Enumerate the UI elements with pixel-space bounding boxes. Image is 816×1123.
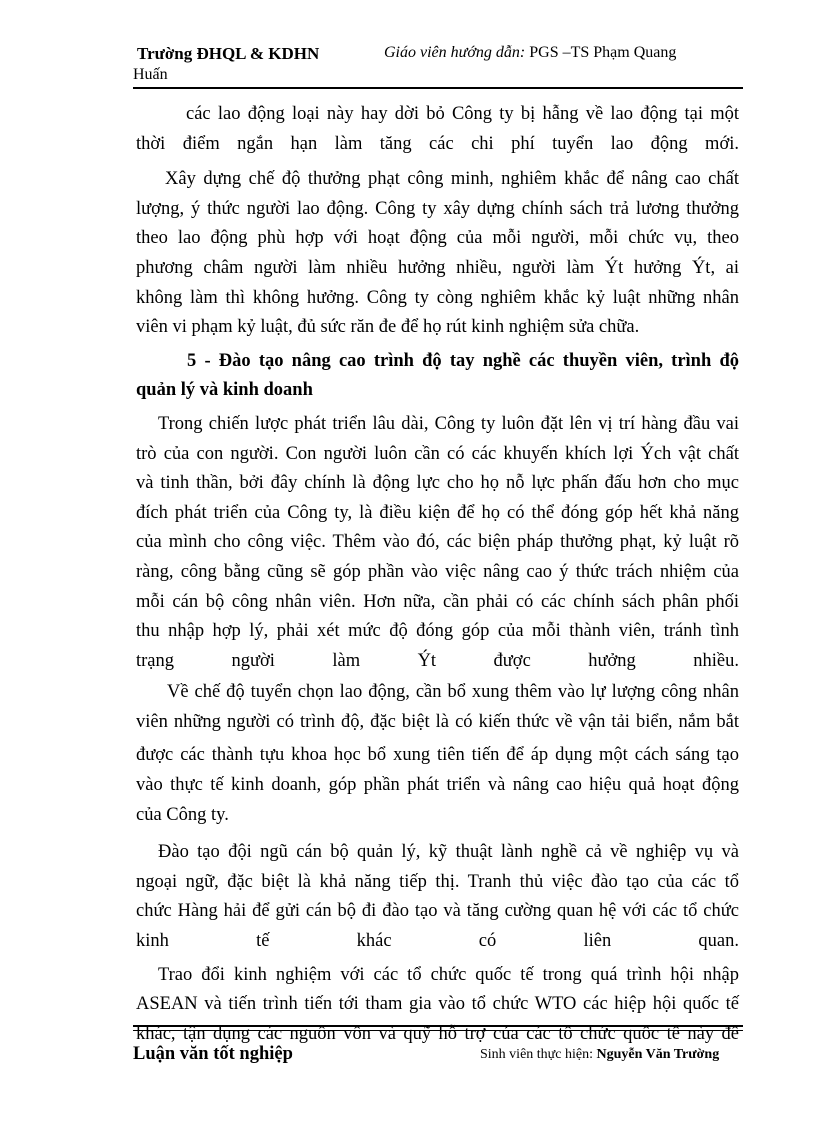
advisor-name: PGS –TS Phạm Quang xyxy=(529,44,677,61)
text-line: trạng người làm Ýt được hưởng nhiều. xyxy=(136,650,739,671)
text-line: không làm thì không hưởng. Công ty còng nghiêm khắc kỷ luật những nhân xyxy=(136,287,739,308)
paragraph xyxy=(136,838,739,956)
text-line: chức Hàng hải để gửi cán bộ đi đào tạo và tăng cường quan hệ với các tổ chức xyxy=(136,901,739,922)
heading-line: 5 - Đào tạo nâng cao trình độ tay nghề các thuyền viên, trình độ xyxy=(187,350,739,371)
footer-rule xyxy=(133,1025,743,1027)
paragraph xyxy=(136,678,739,830)
student-line xyxy=(480,1047,719,1063)
text-line: ASEAN và tiến trình tiến tới tham gia vào tổ chức WTO các hiệp hội quốc tế xyxy=(136,994,739,1015)
text-line: Về chế độ tuyển chọn lao động, cần bổ xung thêm vào lự lượng công nhân xyxy=(167,682,739,703)
text-line: ràng, công bằng cũng sẽ góp phần vào việc nâng cao ý thức trách nhiệm của xyxy=(136,561,739,582)
heading-line: quản lý và kinh doanh xyxy=(136,380,313,401)
paragraph xyxy=(136,165,739,343)
text-line: trò của con người. Con người luôn cần có các khuyến khích lợi Ých vật chất xyxy=(136,443,739,464)
paragraph xyxy=(136,961,739,1050)
text-line: vào thực tế kinh doanh, góp phần phát triển và nâng cao hiệu quả hoạt động xyxy=(136,775,739,796)
advisor-name-continued: Huấn xyxy=(133,66,168,83)
header-rule xyxy=(133,87,743,89)
text-line: Xây dựng chế độ thưởng phạt công minh, nghiêm khắc để nâng cao chất xyxy=(165,169,739,190)
text-line: của Công ty. xyxy=(136,804,229,825)
text-line: các lao động loại này hay dời bỏ Công ty bị hẫng về lao động tại một xyxy=(186,104,739,124)
text-line: viên những người có trình độ, đặc biệt là có kiến thức về vận tải biển, nắm bắt xyxy=(136,711,739,732)
text-line: Trong chiến lược phát triển lâu dài, Công ty luôn đặt lên vị trí hàng đầu vai xyxy=(158,413,739,434)
student-name: Nguyễn Văn Trường xyxy=(596,1047,720,1062)
advisor-line xyxy=(384,44,676,62)
text-line: phương châm người làm nhiều hưởng nhiều, người làm Ýt hưởng Ýt, ai xyxy=(136,257,739,278)
text-line: Trao đổi kinh nghiệm với các tổ chức quốc tế trong quá trình hội nhập xyxy=(158,964,739,985)
student-label: Sinh viên thực hiện: xyxy=(480,1047,593,1062)
advisor-label: Giáo viên hướng dẫn: xyxy=(384,44,526,61)
text-line: đích phát triển của Công ty, là điều kiện để họ có thể đóng góp hết khả năng xyxy=(136,502,739,523)
text-line: được các thành tựu khoa học bổ xung tiên tiến để áp dụng một cách sáng tạo xyxy=(136,745,739,766)
section-heading xyxy=(136,347,739,406)
text-line: Đào tạo đội ngũ cán bộ quản lý, kỹ thuật lành nghề cả về nghiệp vụ và xyxy=(158,842,739,863)
text-line: theo lao động phù hợp với hoạt động của mỗi người, mỗi chức vụ, theo xyxy=(136,228,739,249)
footer-rule-thin xyxy=(133,1030,743,1031)
text-line: ngoại ngữ, đặc biệt là khả năng tiếp thị. Tranh thủ việc đào tạo của các tổ xyxy=(136,871,739,892)
text-line: và tinh thần, bởi đây chính là động lực cho họ nỗ lực phấn đấu hơn cho mục xyxy=(136,473,739,494)
text-line: viên vi phạm kỷ luật, đủ sức răn đe để họ rút kinh nghiệm sửa chữa. xyxy=(136,317,640,338)
paragraph xyxy=(136,100,739,159)
text-line: thời điểm ngắn hạn làm tăng các chi phí tuyển lao động mới. xyxy=(136,133,739,154)
text-line: của mình cho công việc. Thêm vào đó, các biện pháp thưởng phạt, kỷ luật rõ xyxy=(136,532,739,553)
text-line: kinh tế khác có liên quan. xyxy=(136,931,739,952)
text-line: mỗi cán bộ công nhân viên. Hơn nữa, cần phải có các chính sách phân phối xyxy=(136,591,739,612)
school-name: Trường ĐHQL & KDHN xyxy=(137,44,320,63)
text-line: thu nhập hợp lý, phải xét mức độ đóng góp của mỗi thành viên, tránh tình xyxy=(136,621,739,642)
thesis-label: Luận văn tốt nghiệp xyxy=(133,1044,293,1064)
text-line: khác, tận dụng các nguồn vốn và quỹ hỗ trợ của các tổ chức quốc tế này để xyxy=(136,1023,739,1044)
paragraph xyxy=(136,410,739,676)
document-body xyxy=(136,100,739,1049)
text-line: lượng, ý thức người lao động. Công ty xây dựng chính sách trả lương thưởng xyxy=(136,198,739,219)
